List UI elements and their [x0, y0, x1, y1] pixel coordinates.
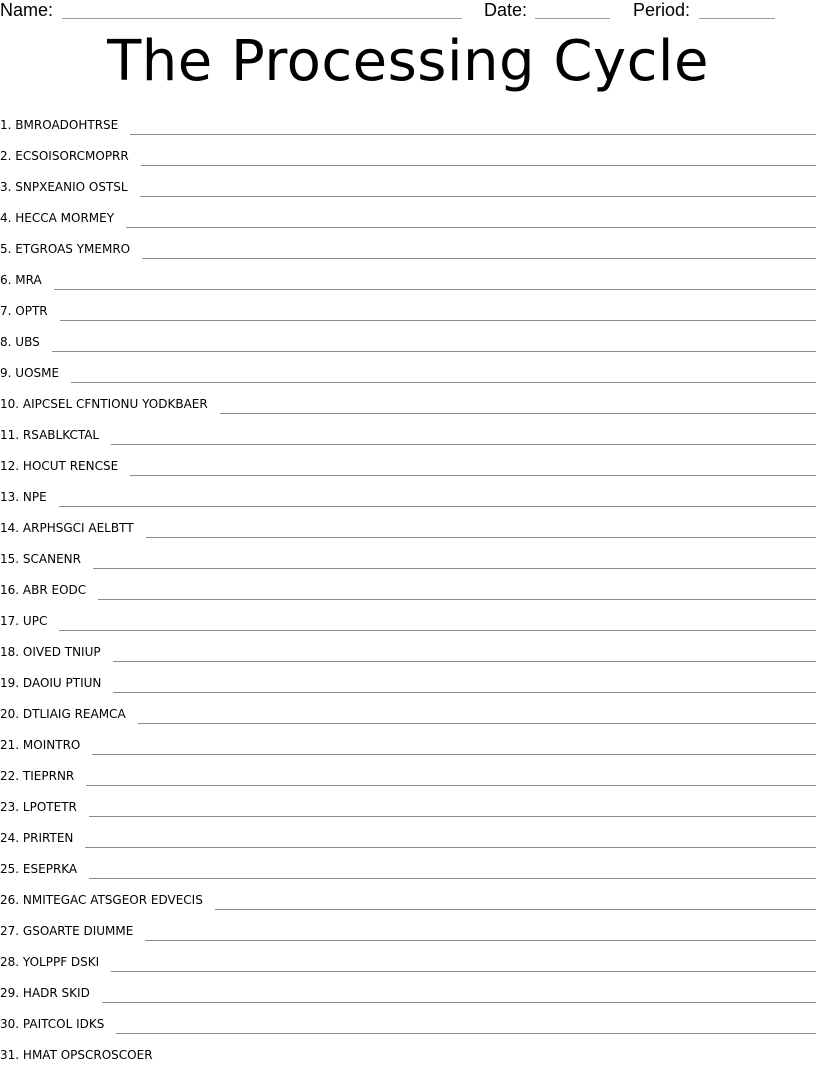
list-item — [0, 941, 816, 972]
answer-line[interactable] — [111, 971, 816, 972]
list-item — [0, 352, 816, 383]
item-word: HMAT OPSCROSCOER — [22, 1048, 153, 1062]
item-word: ABR EODC — [22, 583, 87, 597]
scrambled-word — [0, 614, 47, 631]
scrambled-word — [0, 552, 81, 569]
item-word: HADR SKID — [22, 986, 90, 1000]
item-number: 7. — [0, 304, 12, 318]
item-number: 31. — [0, 1048, 20, 1062]
scrambled-word — [0, 924, 133, 941]
item-number: 12. — [0, 459, 20, 473]
item-number: 6. — [0, 273, 12, 287]
scrambled-word — [0, 676, 101, 693]
list-item — [0, 1034, 816, 1065]
scrambled-word — [0, 645, 101, 662]
item-word: LPOTETR — [22, 800, 77, 814]
scrambled-word — [0, 738, 80, 755]
item-word: NMITEGAC ATSGEOR EDVECIS — [22, 893, 203, 907]
answer-line[interactable] — [85, 847, 816, 848]
list-item — [0, 693, 816, 724]
date-field[interactable] — [535, 18, 610, 19]
item-number: 2. — [0, 149, 12, 163]
answer-line[interactable] — [142, 258, 816, 259]
scrambled-word — [0, 521, 134, 538]
item-word: UPC — [22, 614, 48, 628]
answer-line[interactable] — [93, 568, 816, 569]
item-number: 21. — [0, 738, 20, 752]
list-item — [0, 228, 816, 259]
item-number: 24. — [0, 831, 20, 845]
item-number: 14. — [0, 521, 20, 535]
scrambled-word — [0, 118, 118, 135]
scrambled-word — [0, 304, 48, 321]
list-item — [0, 600, 816, 631]
list-item — [0, 197, 816, 228]
scrambled-word — [0, 273, 42, 290]
answer-line[interactable] — [89, 816, 816, 817]
list-item — [0, 972, 816, 1003]
answer-line[interactable] — [98, 599, 816, 600]
scrambled-word — [0, 1017, 104, 1034]
list-item — [0, 476, 816, 507]
answer-line[interactable] — [89, 878, 816, 879]
answer-line[interactable] — [71, 382, 816, 383]
list-item — [0, 104, 816, 135]
scrambled-word — [0, 180, 128, 197]
scrambled-word — [0, 583, 86, 600]
scrambled-word — [0, 893, 203, 910]
item-word: DAOIU PTIUN — [22, 676, 102, 690]
worksheet-header — [0, 0, 816, 22]
list-item — [0, 817, 816, 848]
item-word: ESEPRKA — [22, 862, 78, 876]
item-word: HOCUT RENCSE — [22, 459, 119, 473]
answer-line[interactable] — [111, 444, 816, 445]
scrambled-word — [0, 862, 77, 879]
date-label: Date: — [484, 0, 528, 20]
answer-line[interactable] — [60, 320, 816, 321]
answer-line[interactable] — [59, 630, 816, 631]
scrambled-word — [0, 490, 47, 507]
item-word: YOLPPF DSKI — [22, 955, 100, 969]
scrambled-word — [0, 1048, 153, 1065]
list-item — [0, 1003, 816, 1034]
list-item — [0, 290, 816, 321]
item-number: 3. — [0, 180, 12, 194]
scrambled-word — [0, 707, 126, 724]
list-item — [0, 662, 816, 693]
item-word: RSABLKCTAL — [22, 428, 100, 442]
item-word: DTLIAIG REAMCA — [22, 707, 126, 721]
answer-line[interactable] — [130, 475, 816, 476]
period-label: Period: — [633, 0, 691, 20]
scrambled-word — [0, 149, 129, 166]
list-item — [0, 724, 816, 755]
answer-line[interactable] — [141, 165, 816, 166]
list-item — [0, 786, 816, 817]
item-word: ARPHSGCI AELBTT — [22, 521, 134, 535]
item-word: OIVED TNIUP — [22, 645, 101, 659]
list-item — [0, 445, 816, 476]
scramble-list — [0, 104, 816, 1065]
item-word: GSOARTE DIUMME — [22, 924, 134, 938]
list-item — [0, 755, 816, 786]
item-word: UBS — [15, 335, 40, 349]
scrambled-word — [0, 986, 90, 1003]
answer-line[interactable] — [102, 1002, 816, 1003]
scrambled-word — [0, 769, 74, 786]
name-field[interactable] — [62, 18, 462, 19]
scrambled-word — [0, 800, 77, 817]
item-number: 1. — [0, 118, 12, 132]
item-number: 30. — [0, 1017, 20, 1031]
item-number: 15. — [0, 552, 20, 566]
list-item — [0, 538, 816, 569]
list-item — [0, 135, 816, 166]
answer-line[interactable] — [113, 692, 816, 693]
answer-line[interactable] — [92, 754, 816, 755]
list-item — [0, 259, 816, 290]
item-word: UOSME — [15, 366, 60, 380]
scrambled-word — [0, 366, 59, 383]
item-word: NPE — [22, 490, 47, 504]
item-number: 4. — [0, 211, 12, 225]
item-number: 22. — [0, 769, 20, 783]
answer-line[interactable] — [126, 227, 816, 228]
answer-line[interactable] — [145, 940, 816, 941]
item-word: MRA — [15, 273, 42, 287]
item-word: PRIRTEN — [22, 831, 74, 845]
answer-line[interactable] — [52, 351, 816, 352]
item-number: 27. — [0, 924, 20, 938]
scrambled-word — [0, 397, 208, 414]
scrambled-word — [0, 831, 73, 848]
item-word: ECSOISORCMOPRR — [15, 149, 129, 163]
list-item — [0, 321, 816, 352]
item-word: BMROADOHTRSE — [15, 118, 119, 132]
answer-line[interactable] — [86, 785, 816, 786]
scrambled-word — [0, 211, 114, 228]
page-title: The Processing Cycle — [107, 29, 709, 94]
list-item — [0, 569, 816, 600]
list-item — [0, 166, 816, 197]
item-number: 25. — [0, 862, 20, 876]
scrambled-word — [0, 242, 130, 259]
item-number: 8. — [0, 335, 12, 349]
period-field[interactable] — [699, 18, 775, 19]
answer-line[interactable] — [116, 1033, 816, 1034]
item-number: 16. — [0, 583, 20, 597]
list-item — [0, 879, 816, 910]
item-number: 19. — [0, 676, 20, 690]
answer-line[interactable] — [215, 909, 816, 910]
item-number: 26. — [0, 893, 20, 907]
scrambled-word — [0, 428, 99, 445]
scrambled-word — [0, 459, 118, 476]
item-word: TIEPRNR — [22, 769, 75, 783]
list-item — [0, 383, 816, 414]
item-number: 13. — [0, 490, 20, 504]
item-word: SCANENR — [22, 552, 81, 566]
answer-line[interactable] — [113, 661, 816, 662]
list-item — [0, 414, 816, 445]
name-label: Name: — [0, 0, 54, 20]
item-number: 9. — [0, 366, 12, 380]
item-word: PAITCOL IDKS — [22, 1017, 105, 1031]
list-item — [0, 848, 816, 879]
list-item — [0, 507, 816, 538]
item-number: 17. — [0, 614, 20, 628]
scrambled-word — [0, 955, 99, 972]
answer-line[interactable] — [138, 723, 816, 724]
item-word: MOINTRO — [22, 738, 81, 752]
item-word: SNPXEANIO OSTSL — [15, 180, 128, 194]
answer-line[interactable] — [130, 134, 816, 135]
item-number: 29. — [0, 986, 20, 1000]
item-number: 20. — [0, 707, 20, 721]
item-word: AIPCSEL CFNTIONU YODKBAER — [22, 397, 208, 411]
item-number: 18. — [0, 645, 20, 659]
item-number: 23. — [0, 800, 20, 814]
answer-line[interactable] — [220, 413, 816, 414]
item-number: 10. — [0, 397, 20, 411]
item-number: 5. — [0, 242, 12, 256]
item-number: 11. — [0, 428, 20, 442]
answer-line[interactable] — [59, 506, 816, 507]
item-word: ETGROAS YMEMRO — [15, 242, 131, 256]
answer-line[interactable] — [140, 196, 816, 197]
item-number: 28. — [0, 955, 20, 969]
list-item — [0, 631, 816, 662]
answer-line[interactable] — [146, 537, 816, 538]
item-word: HECCA MORMEY — [15, 211, 115, 225]
scrambled-word — [0, 335, 40, 352]
answer-line[interactable] — [54, 289, 816, 290]
item-word: OPTR — [15, 304, 48, 318]
list-item — [0, 910, 816, 941]
